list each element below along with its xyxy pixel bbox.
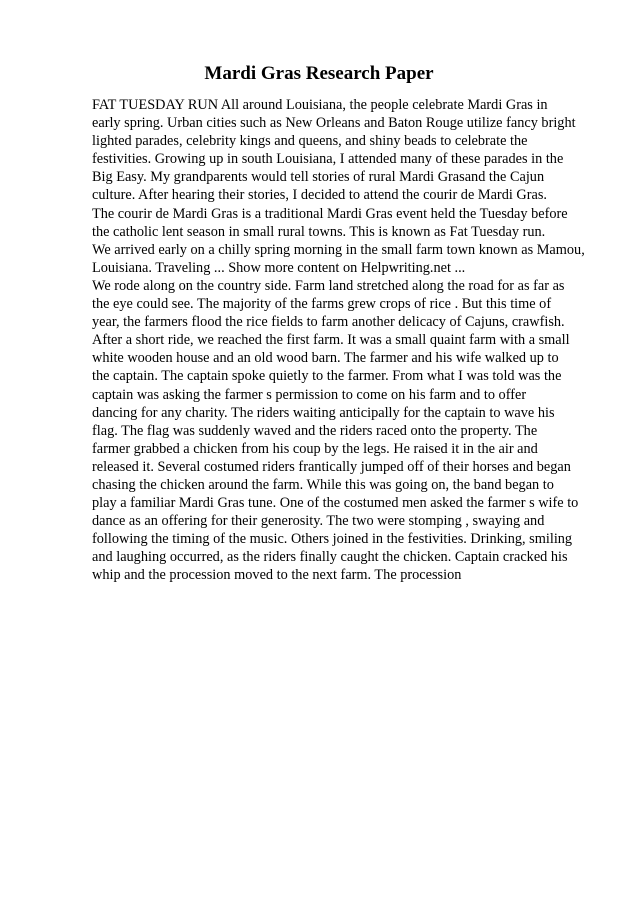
text-line: We rode along on the country side. Farm land stretched along the road for as far as	[92, 277, 565, 294]
text-line: The courir de Mardi Gras is a traditional Mardi Gras event held the Tuesday before	[92, 205, 568, 222]
text-line: following the timing of the music. Others joined in the festivities. Drinking, smiling	[92, 531, 573, 548]
text-line: farmer grabbed a chicken from his coup by the legs. He raised it in the air and	[92, 440, 538, 457]
text-line: culture. After hearing their stories, I decided to attend the courir de Mardi Gras.	[92, 187, 547, 204]
text-line: play a familiar Mardi Gras tune. One of the costumed men asked the farmer s wife to	[92, 495, 579, 512]
text-line: early spring. Urban cities such as New Orleans and Baton Rouge utilize fancy bright	[92, 115, 576, 132]
text-line: white wooden house and an old wood barn. The farmer and his wife walked up to	[92, 350, 559, 367]
text-line: captain was asking the farmer s permission to come on his farm and to offer	[92, 386, 527, 403]
text-line: After a short ride, we reached the first farm. It was a small quaint farm with a small	[92, 332, 570, 349]
text-line: festivities. Growing up in south Louisiana, I attended many of these parades in the	[92, 151, 564, 168]
text-line: Big Easy. My grandparents would tell stories of rural Mardi Grasand the Cajun	[92, 169, 545, 186]
text-line: the eye could see. The majority of the farms grew crops of rice . But this time of	[92, 296, 552, 313]
text-line: We arrived early on a chilly spring morning in the small farm town known as Mamou,	[92, 241, 585, 258]
text-line: and laughing occurred, as the riders finally caught the chicken. Captain cracked his	[92, 549, 568, 566]
text-line: the captain. The captain spoke quietly to the farmer. From what I was told was the	[92, 368, 562, 385]
text-line: year, the farmers flood the rice fields to farm another delicacy of Cajuns, crawfish.	[92, 314, 565, 331]
body-text	[92, 96, 602, 585]
text-line: FAT TUESDAY RUN All around Louisiana, the people celebrate Mardi Gras in	[92, 97, 548, 113]
text-line: released it. Several costumed riders frantically jumped off of their horses and began	[92, 458, 571, 475]
text-line: lighted parades, celebrity kings and queens, and shiny beads to celebrate the	[92, 133, 528, 150]
text-line: the catholic lent season in small rural towns. This is known as Fat Tuesday run.	[92, 223, 546, 240]
text-line: Louisiana. Traveling ... Show more content on Helpwriting.net ...	[92, 259, 466, 276]
text-line: chasing the chicken around the farm. While this was going on, the band began to	[92, 476, 554, 493]
page-title: Mardi Gras Research Paper	[204, 63, 434, 84]
text-line: flag. The flag was suddenly waved and the riders raced onto the property. The	[92, 422, 538, 439]
text-line: whip and the procession moved to the next farm. The procession	[92, 567, 462, 584]
text-line: dancing for any charity. The riders waiting anticipally for the captain to wave his	[92, 404, 555, 421]
text-line: dance as an offering for their generosity. The two were stomping , swaying and	[92, 513, 545, 530]
